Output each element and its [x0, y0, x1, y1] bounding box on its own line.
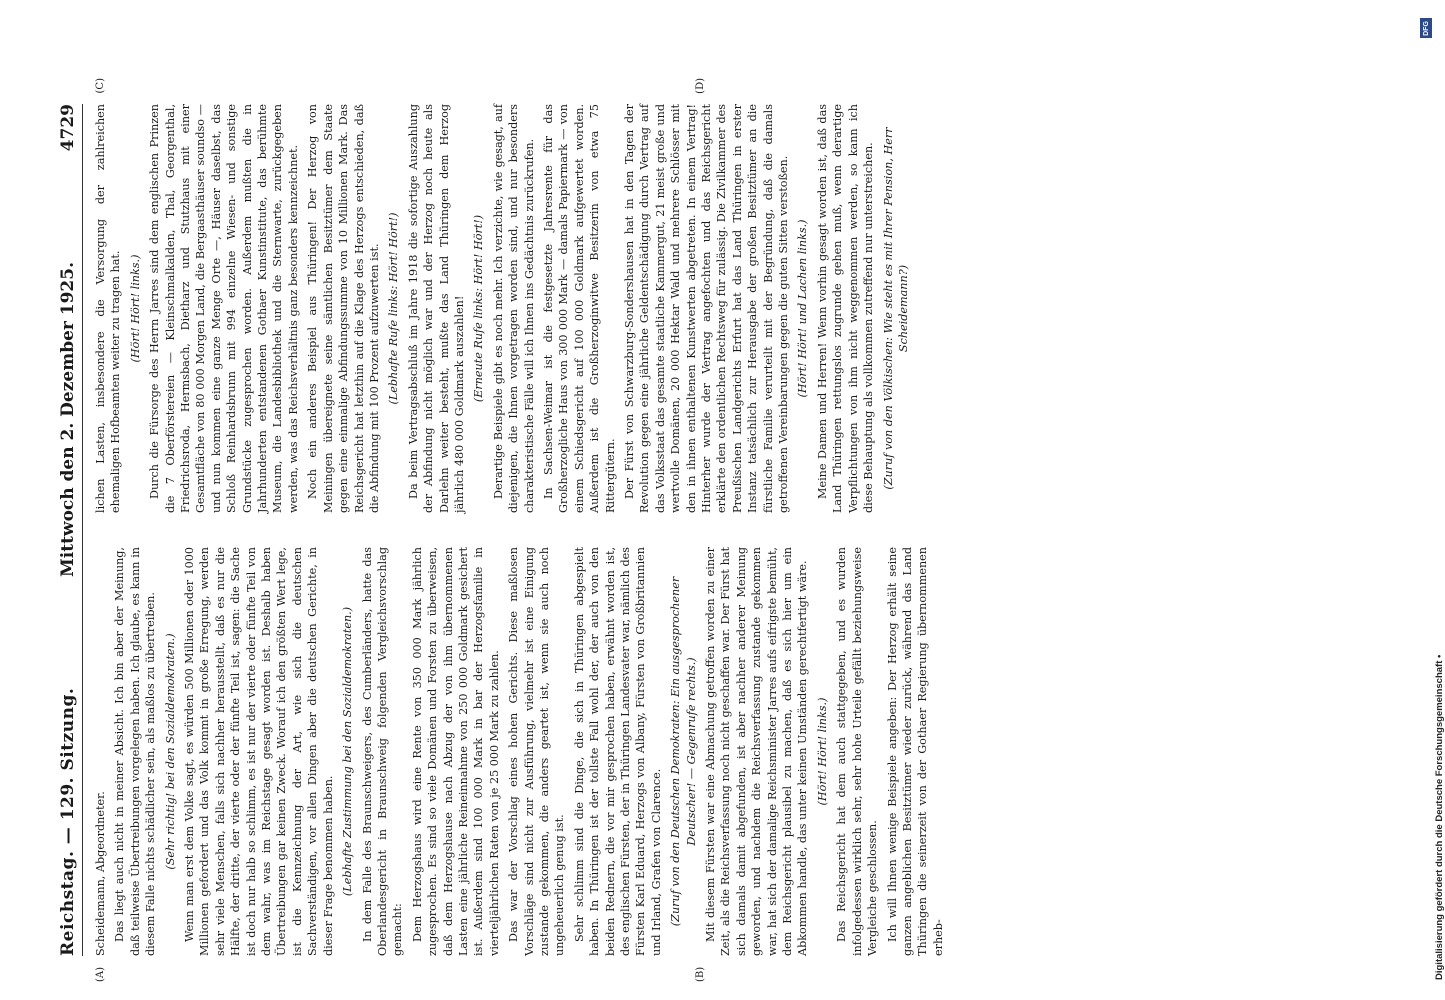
paragraph: Da beim Vertragsabschluß im Jahre 1918 die sofortige Auszahlung der Abfindung nicht möglich war und der Herzog noch heute als Darlehn weiter besteht, mußte das Land Thüringen dem Herzog jährlich 480 000 Goldmark auszahlen!: [406, 104, 466, 513]
right-column: [93, 78, 1383, 513]
paragraph: lichen Lasten, insbesondere die Versorgung der zahlreichen ehemaligen Hofbeamten weiter zu tragen hat.: [94, 104, 123, 513]
paragraph: Das Reichsgericht hat dem auch stattgegeben, und es wurden infolgedessen wirklich sehr, sehr hohe Urteile gefällt beziehungsweise Vergleiche geschlossen.: [835, 547, 880, 956]
page-number: 4729: [58, 104, 78, 152]
paragraph: In dem Falle des Braunschweigers, des Cumberländers, hatte das Oberlandesgericht in Braunschweig folgenden Vergleichsvorschlag gemacht:: [360, 547, 405, 956]
digitization-note: [1418, 10, 1445, 990]
margin-marker-c: (C): [95, 78, 106, 94]
paragraph: Der Fürst von Schwarzburg-Sondershausen hat in den Tagen der Revolution gegen eine jährliche Geldentschädigung durch Vertrag auf das Volksstaat das gesamte staatliche Kammergut, 21 meist große und wertvolle Domänen, 20 000 Hektar Wald und mehrere Schlösser mit den in ihnen enthaltenen Kunstwerten abgetreten. In einem Vertrag! Hinterher wurde der Vertrag angefochten und das Reichsgericht erklärte den ordentlichen Rechtsweg für zulässig. Die Zivilkammer des Preußischen Landgerichts Erfurt hat das Land Thüringen in erster Instanz tatsächlich zur Herausgabe der großen Besitztümer an die fürstliche Familie verurteilt mit der Begründung, daß die damals getroffenen Vereinbarungen gegen die guten Sitten verstoßen.: [623, 104, 791, 513]
paragraph: Mit diesem Fürsten war eine Abmachung getroffen worden zu einer Zeit, als die Reichsverfassung noch nicht geschaffen war. Der Fürst hat sich damals damit abgefunden, ist aber nachher anderer Meinung geworden, und nachdem die Reichsverfassung zustande gekommen war, hat sich der damalige Reichsminister Jarres aufs eifrigste bemüht, dem Reichsgericht plausibel zu machen, daß es sich hier um ein Abkommen handle, das unter keinen Umständen gerechtfertigt wäre.: [704, 547, 810, 956]
paragraph: (Lebhafte Zustimmung bei den Sozialdemokraten.): [341, 606, 355, 897]
page-header: [58, 104, 83, 956]
header-left: Reichstag. — 129. Sitzung.: [58, 687, 78, 956]
left-column: [93, 547, 1383, 982]
paragraph: Scheidemann, Abgeordneter.: [94, 791, 107, 956]
paragraph: (Erneute Rufe links: Hört! Hört!): [472, 214, 486, 403]
paragraph: Dem Herzogshaus wird eine Rente von 350 000 Mark jährlich zugesprochen. Es sind so viele Domänen und Forsten zu überweisen, daß dem Herzogshause nach Abzug der von ihm übernommenen Lasten eine jährliche Reineinnahme von 250 000 Goldmark gesichert ist. Außerdem sind 100 000 Mark in bar der Herzogsfamilie in vierteljährlichen Raten von je 25 000 Mark zu zahlen.: [410, 547, 501, 956]
paragraph: (Zuruf von den Völkischen: Wie steht es mit Ihrer Pension, Herr Scheidemann?): [881, 127, 910, 490]
paragraph: Durch die Fürsorge des Herrn Jarres sind dem englischen Prinzen die 7 Oberförstereien — Kleinschmalkalden, Thal, Georgenthal, Friedrichsroda, Hermsbach, Dietharz und Stutzhaus mit einer Gesamtfläche von 80 000 Morgen Land, die Bergaasthäuser soundso — und nun kommen eine ganze Menge Orte —, Häuser daselbst, das Schloß Reinhardsbrunn mit 994 einzelne Wiesen- und sonstige Grundstücke zugesprochen worden. Außerdem mußten die in Jahrhunderten entstandenen Gothaer Kunstinstitute, das berühmte Museum, die Landesbibliothek und die Sternwarte, zurückgegeben werden, was das Reichsverhältnis ganz besonders kennzeichnet.: [148, 104, 300, 513]
paragraph: (Hört! Hört! links.): [815, 697, 829, 806]
paragraph: (Hört! Hört! links.): [128, 254, 142, 363]
paragraph: (Zuruf von den Deutschen Demokraten: Ein ausgesprochener Deutscher! — Gegenrufe rechts.): [669, 576, 698, 927]
paragraph: Noch ein anderes Beispiel aus Thüringen! Der Herzog von Meiningen übereignete seine sämtlichen Besitztümer dem Staate gegen eine einmalige Abfindungssumme von 10 Millionen Mark. Das Reichsgericht hat letzthin auf die Klage des Herzogs entschieden, daß die Abfindung mit 100 Prozent aufzuwerten ist.: [306, 104, 381, 513]
margin-marker-a: (A): [95, 966, 106, 982]
paragraph: In Sachsen-Weimar ist die festgesetzte Jahresrente für das Großherzogliche Haus von 300 000 Mark — damals Papiermark — von einem Schiedsgericht auf 100 000 Goldmark aufgewertet worden. Außerdem ist die Großherzoginwitwe Besitzerin von etwa 75 Rittergütern.: [541, 104, 617, 513]
paragraph: Meine Damen und Herren! Wenn vorhin gesagt worden ist, daß das Land Thüringen rettungslos zugrunde gehen muß, wenn derartige Verpflichtungen von ihm nicht weggenommen werden, so kann ich diese Behauptung als vollkommen zutreffend nur unterstreichen.: [815, 104, 876, 513]
paragraph: Das war der Vorschlag eines hohen Gerichts. Diese maßlosen Vorschläge sind nicht zur Ausführung, vielmehr ist eine Einigung zustande gekommen, die anders geartet ist, wenn sie auch noch ungeheuerlich genug ist.: [507, 547, 567, 956]
paragraph: (Sehr richtig! bei den Sozialdemokraten.): [163, 633, 177, 870]
rotated-document-page: [40, 78, 1400, 982]
paragraph: Wenn man erst dem Volke sagt, es würden 500 Millionen oder 1000 Millionen gefordert und das Volk kommt in große Erregung, werden sehr viele Menschen, falls sich nachher herausstellt, daß es nur die Hälfte, der dritte, der vierte oder der fünfte Teil ist, sagen: die Sache ist doch nur halb so schlimm, es ist nur der vierte oder fünfte Teil von dem wahr, was im Reichstage gesagt worden ist. Deshalb haben Übertreibungen gar keinen Zweck. Worauf ich den größten Wert lege, ist die Kennzeichnung der Art, wie sich die deutschen Sachverständigen, vor allen Dingen aber die deutschen Gerichte, in dieser Frage benommen haben.: [183, 547, 335, 956]
paragraph: Derartige Beispiele gibt es noch mehr. Ich verzichte, wie gesagt, auf diejenigen, die Ihnen vorgetragen worden sind, und nur besonders charakteristische Fälle will ich Ihnen ins Gedächtnis zurückrufen.: [491, 104, 536, 513]
paragraph: (Hört! Hört! und Lachen links.): [796, 219, 810, 398]
dfg-logo: DFG: [1420, 18, 1432, 38]
paragraph: (Lebhafte Rufe links: Hört! Hört!): [387, 212, 401, 405]
paragraph: Ich will Ihnen wenige Beispiele angeben: Der Herzog erhält seine ganzen angeblichen Besitztümer wieder zurück, während das Land Thüringen die seinerzeit von der Gothaer Regierung übernommenen erheb-: [885, 547, 945, 956]
margin-marker-b: (B): [695, 966, 706, 982]
dfg-note-text: Digitalisierung gefördert durch die Deutsche Forschungsgemeinschaft •: [1434, 654, 1445, 980]
header-date: Mittwoch den 2. Dezember 1925.: [58, 261, 78, 578]
paragraph: Das liegt auch nicht in meiner Absicht. Ich bin aber der Meinung, daß teilweise Übertreibungen vorgelegen haben. Ich glaube, es kann in diesem Falle nichts schädlicher sein, als maßlos zu übertreiben.: [113, 547, 158, 956]
paragraph: Sehr schlimm sind die Dinge, die sich in Thüringen abgespielt haben. In Thüringen ist der tollste Fall wohl der, der auch von den beiden Rednern, die vor mir gesprochen haben, erwähnt worden ist, des englischen Fürsten, der in Thüringen Landesvater war, nämlich des Fürsten Karl Eduard, Herzogs von Albany, Fürsten von Großbritannien und Irland, Grafen von Clarence.: [572, 547, 663, 956]
page-body: [93, 78, 1383, 982]
margin-marker-d: (D): [695, 78, 706, 94]
